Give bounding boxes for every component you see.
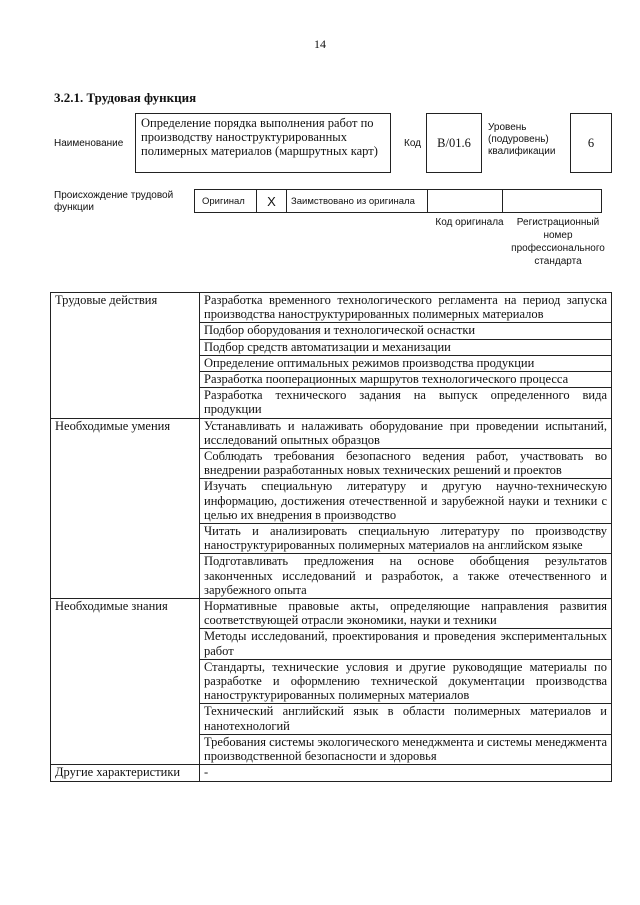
qualification-level-box: 6 xyxy=(570,113,612,173)
code-label: Код xyxy=(404,138,422,149)
item-cell: Читать и анализировать специальную литературу по производству наноструктурированных полимерных материалов на английском языке xyxy=(200,524,612,554)
item-cell: Подбор средств автоматизации и механизации xyxy=(200,339,612,355)
category-cell: Необходимые знания xyxy=(51,599,200,765)
level-label: Уровень (подуровень) квалификации xyxy=(488,122,556,157)
item-cell: Разработка технического задания на выпуск определенного вида продукции xyxy=(200,388,612,418)
item-cell: Требования системы экологического менеджмента и системы менеджмента производственной безопасности и здоровья xyxy=(200,734,612,764)
item-cell: Технический английский язык в области полимерных материалов и нанотехнологий xyxy=(200,704,612,734)
function-details-body xyxy=(51,293,612,782)
item-cell: - xyxy=(200,765,612,781)
registration-number-cell xyxy=(502,189,602,213)
original-label: Оригинал xyxy=(194,189,256,213)
function-code-box: B/01.6 xyxy=(426,113,482,173)
item-cell: Определение оптимальных режимов производства продукции xyxy=(200,355,612,371)
borrowed-label: Заимствовано из оригинала xyxy=(286,189,427,213)
origin-label: Происхождение трудовой функции xyxy=(54,190,174,213)
item-cell: Подбор оборудования и технологической оснастки xyxy=(200,323,612,339)
name-label: Наименование xyxy=(54,138,124,149)
item-cell: Стандарты, технические условия и другие руководящие материалы по разработке и оформлению технической документации производства наноструктурированных полимерных материалов xyxy=(200,659,612,704)
category-cell: Необходимые умения xyxy=(51,418,200,598)
function-details-table xyxy=(50,292,612,782)
item-cell: Устанавливать и налаживать оборудование при проведении испытаний, исследований опытных образцов xyxy=(200,418,612,448)
table-row xyxy=(51,293,612,323)
item-cell: Нормативные правовые акты, определяющие направления развития соответствующей отрасли экономики, науки и техники xyxy=(200,599,612,629)
original-code-caption: Код оригинала xyxy=(435,217,504,228)
category-cell: Трудовые действия xyxy=(51,293,200,419)
item-cell: Разработка пооперационных маршрутов технологического процесса xyxy=(200,372,612,388)
table-row xyxy=(51,765,612,781)
table-row xyxy=(51,599,612,629)
category-cell: Другие характеристики xyxy=(51,765,200,781)
item-cell: Изучать специальную литературу и другую научно-техническую информацию, достижения отечественной и зарубежной науки и техники с целью их внедрения в производство xyxy=(200,479,612,524)
section-title: 3.2.1. Трудовая функция xyxy=(54,90,197,105)
origin-row xyxy=(194,189,602,213)
page-number: 14 xyxy=(314,37,326,51)
table-row xyxy=(51,418,612,448)
registration-number-caption: Регистрационный номер профессионального стандарта xyxy=(511,217,605,267)
item-cell: Методы исследований, проектирования и проведения экспериментальных работ xyxy=(200,629,612,659)
item-cell: Разработка временного технологического регламента на период запуска производства наноструктурированных полимерных материалов xyxy=(200,293,612,323)
item-cell: Подготавливать предложения на основе обобщения результатов законченных исследований и разработок, а также отечественного и зарубежного опыта xyxy=(200,554,612,599)
original-code-cell xyxy=(427,189,502,213)
original-mark: X xyxy=(256,189,286,213)
function-name-box: Определение порядка выполнения работ по производству наноструктурированных полимерных материалов (маршрутных карт) xyxy=(135,113,391,173)
item-cell: Соблюдать требования безопасного ведения работ, участвовать во внедрении разработанных новых технических решений и проектов xyxy=(200,449,612,479)
